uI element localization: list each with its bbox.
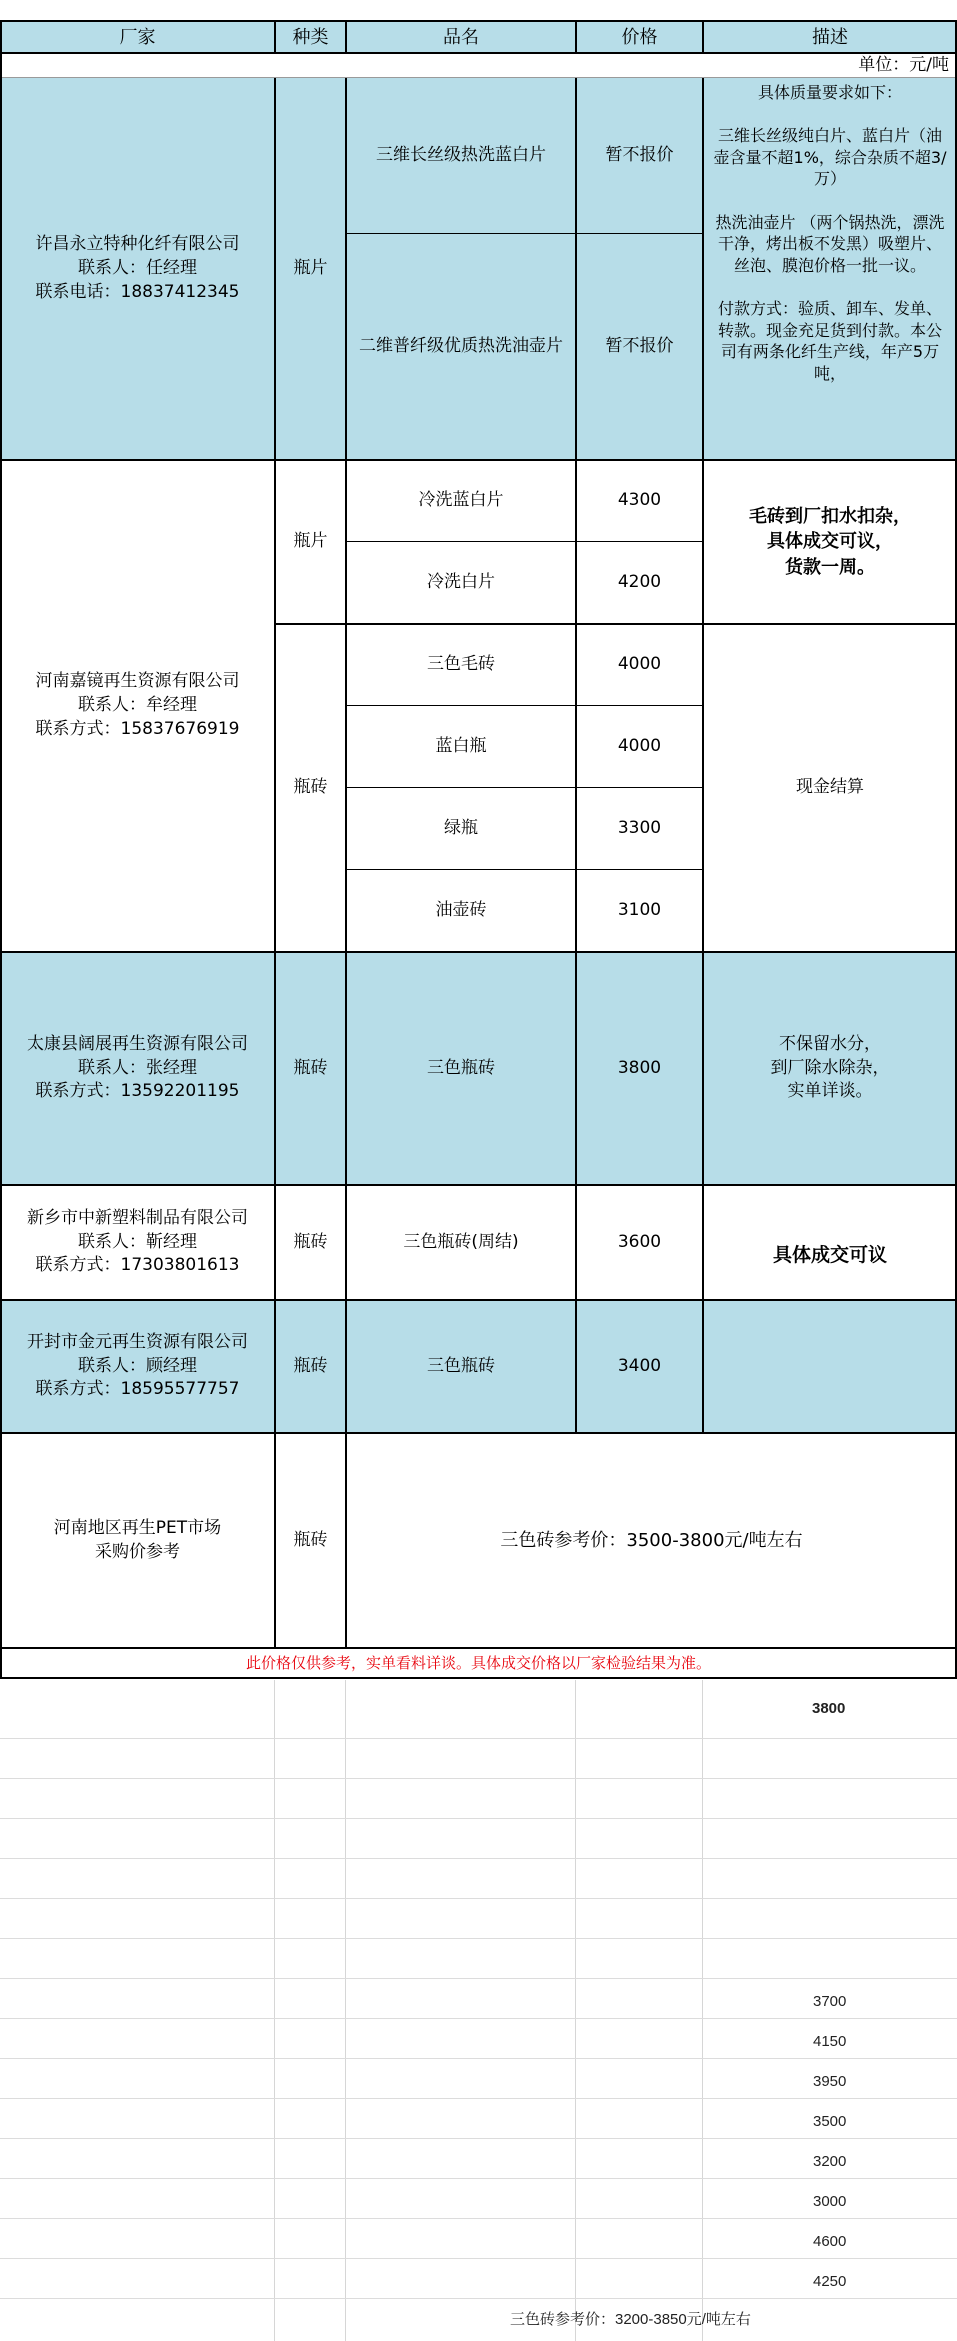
r4-price: 3600 — [617, 1231, 662, 1252]
r3-desc: 不保留水分， 到厂除水除杂， 实单详谈。 — [703, 952, 957, 1185]
r4-type: 瓶砖 — [293, 1231, 328, 1252]
r2-price-3: 4000 — [617, 654, 662, 675]
r5-type: 瓶砖 — [275, 1300, 346, 1433]
leftover-value: 4250 — [813, 2273, 847, 2290]
r1-price-1: 暂不报价 — [576, 78, 703, 234]
r2-product-2: 冷洗白片 — [427, 572, 495, 593]
r6-factory: 河南地区再生PET市场 采购价参考 — [53, 1517, 222, 1562]
r2-product-4: 蓝白瓶 — [435, 736, 487, 757]
leftover-value: 3700 — [813, 1993, 847, 2010]
r5-desc — [703, 1300, 957, 1433]
unit-note: 单位：元/吨 — [858, 54, 949, 75]
r1-product-2: 二维普纤级优质热洗油壶片 — [346, 234, 576, 460]
leftover-reference: 三色砖参考价：3200-3850元/吨左右 — [510, 2311, 751, 2328]
r3-factory: 太康县阔展再生资源有限公司 联系人：张经理 联系方式：13592201195 — [0, 952, 275, 1185]
r6-reference: 三色砖参考价：3500-3800元/吨左右 — [500, 1529, 803, 1551]
r1-product-1: 三维长丝级热洗蓝白片 — [346, 78, 576, 234]
r5-factory: 开封市金元再生资源有限公司 联系人：顾经理 联系方式：18595577757 — [0, 1300, 275, 1433]
r2-price-6: 3100 — [617, 900, 662, 921]
r2-price-4: 4000 — [617, 736, 662, 757]
r2-product-6: 油壶砖 — [435, 900, 487, 921]
r2-type-a: 瓶片 — [293, 531, 328, 552]
r6-type: 瓶砖 — [293, 1529, 328, 1550]
header-product: 品名 — [346, 22, 576, 53]
leftover-value: 3200 — [813, 2153, 847, 2170]
leftover-value: 3000 — [813, 2193, 847, 2210]
r1-type: 瓶片 — [275, 78, 346, 460]
footer-note: 此价格仅供参考，实单看料详谈。具体成交价格以厂家检验结果为准。 — [245, 1653, 711, 1672]
header-factory: 厂家 — [0, 22, 275, 53]
r2-desc-b: 现金结算 — [796, 777, 864, 798]
r4-factory: 新乡市中新塑料制品有限公司 联系人：靳经理 联系方式：17303801613 — [27, 1207, 248, 1276]
header-type: 种类 — [275, 22, 346, 53]
leftover-value-top: 3800 — [812, 1700, 846, 1717]
r4-desc: 具体成交可议 — [772, 1243, 887, 1266]
leftover-value: 3500 — [813, 2113, 847, 2130]
r2-product-3: 三色毛砖 — [427, 654, 495, 675]
r1-desc: 具体质量要求如下： 三维长丝级纯白片、蓝白片（油壶含量不超1%，综合杂质不超3/万） 热洗油壶片 （两个锅热洗，漂洗干净，烤出板不发黑）吸塑片、丝泡、膜泡价格一批一议。 付款方式：验质、卸车、发单、转款。现金充足货到付款。本公司有两条化纤生产线，年产5万吨， — [703, 78, 957, 460]
r2-price-5: 3300 — [617, 818, 662, 839]
r3-product: 三色瓶砖 — [346, 952, 576, 1185]
r2-desc-a: 毛砖到厂扣水扣杂， 具体成交可议， 货款一周。 — [749, 506, 911, 578]
header-desc: 描述 — [703, 22, 957, 53]
r5-price: 3400 — [576, 1300, 703, 1433]
r4-product: 三色瓶砖(周结) — [403, 1231, 519, 1252]
r2-price-1: 4300 — [617, 490, 662, 511]
r3-price: 3800 — [576, 952, 703, 1185]
leftover-value: 3950 — [813, 2073, 847, 2090]
r1-price-2: 暂不报价 — [576, 234, 703, 460]
r2-type-b: 瓶砖 — [293, 777, 328, 798]
header-price: 价格 — [576, 22, 703, 53]
r2-price-2: 4200 — [617, 572, 662, 593]
r3-type: 瓶砖 — [275, 952, 346, 1185]
r2-factory: 河南嘉镜再生资源有限公司 联系人：牟经理 联系方式：15837676919 — [35, 671, 240, 739]
leftover-value: 4150 — [813, 2033, 847, 2050]
leftover-value: 4600 — [813, 2233, 847, 2250]
r5-product: 三色瓶砖 — [346, 1300, 576, 1433]
r2-product-1: 冷洗蓝白片 — [418, 490, 504, 511]
r1-factory: 许昌永立特种化纤有限公司 联系人：任经理 联系电话：18837412345 — [0, 78, 275, 460]
r2-product-5: 绿瓶 — [444, 818, 478, 839]
